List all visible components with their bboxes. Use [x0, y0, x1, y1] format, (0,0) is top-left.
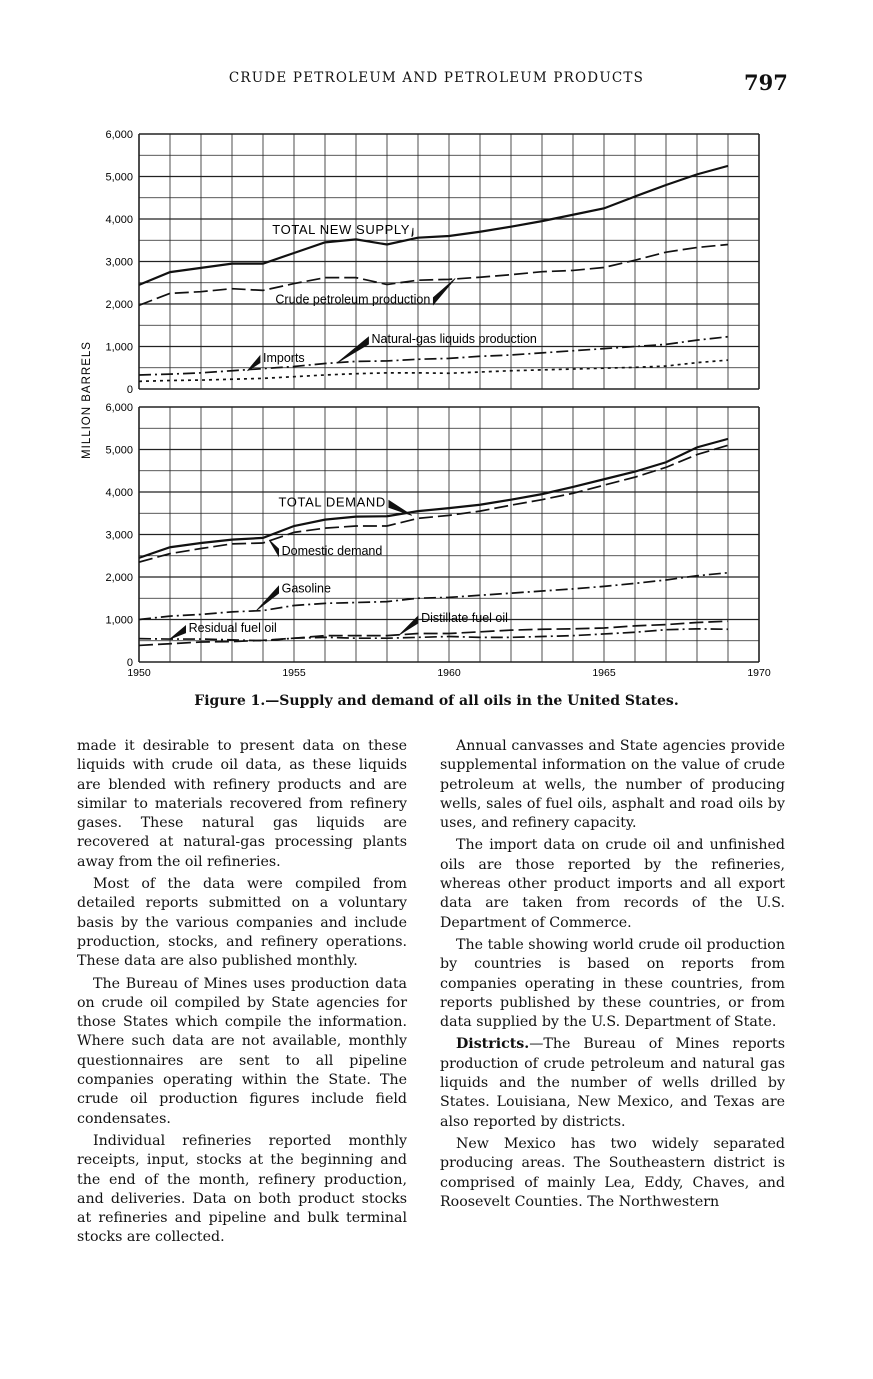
series-label: Residual fuel oil [188, 620, 277, 635]
label-pointer-icon [269, 540, 278, 556]
left-column [77, 737, 407, 1251]
supply-demand-figure [70, 120, 800, 680]
series-label: Imports [263, 350, 305, 365]
label-pointer-icon [399, 616, 418, 635]
series-line-total-new-supply [139, 166, 728, 285]
paragraph: The import data on crude oil and unfinished oils are those reported by the refineries, whereas other product imports and all export data are taken from records of the U.S. Department of Commerce. [440, 837, 785, 931]
series-label: Domestic demand [281, 543, 383, 558]
y-axis-label: MILLION BARRELS [81, 341, 93, 459]
label-pointer-icon [412, 228, 413, 237]
paragraph: Individual refineries reported monthly receipts, input, stocks at the beginning and the end of the month, refinery production, and deliveries. Data on both product stocks at refineries and pipeline and bulk terminal stocks are collected. [77, 1132, 407, 1246]
paragraph: Annual canvasses and State agencies provide supplemental information on the value of crude petroleum at wells, the number of producing wells, sales of fuel oils, asphalt and road oils by uses, and refinery capacity. [440, 738, 785, 832]
districts-heading: Districts. [456, 1036, 530, 1053]
y-tick-label: 3,000 [105, 529, 133, 542]
series-label: Crude petroleum production [275, 292, 431, 307]
y-tick-label: 2,000 [105, 572, 133, 584]
y-tick-label: 2,000 [105, 299, 133, 311]
series-label: Natural-gas liquids production [371, 332, 537, 347]
series-line-total-demand [139, 439, 728, 558]
series-label: Gasoline [281, 581, 331, 596]
chart-panel-supply [105, 129, 759, 396]
page-number: 797 [744, 70, 788, 95]
x-tick-label: 1955 [282, 667, 306, 679]
paragraph: The table showing world crude oil production by countries is based on reports from companies operating in these countries, from reports published by these countries, or from data supplied by the U.S. Department of State. [440, 936, 785, 1031]
running-header: CRUDE PETROLEUM AND PETROLEUM PRODUCTS [228, 70, 645, 86]
y-tick-label: 6,000 [105, 129, 133, 141]
y-tick-label: 0 [126, 657, 133, 669]
label-pointer-icon [170, 626, 186, 639]
y-tick-label: 4,000 [105, 214, 133, 226]
label-pointer-icon [337, 337, 368, 363]
x-tick-label: 1965 [592, 667, 616, 679]
y-tick-label: 6,000 [105, 402, 133, 414]
series-label: TOTAL DEMAND [278, 494, 386, 510]
series-label: Distillate fuel oil [421, 611, 508, 626]
y-tick-label: 5,000 [105, 171, 133, 184]
y-tick-label: 4,000 [105, 487, 133, 499]
chart-panel-demand [105, 402, 770, 679]
figure-caption: Figure 1.—Supply and demand of all oils in the United States. [194, 693, 679, 709]
paragraph: Most of the data were compiled from detailed reports submitted on a voluntary basis by the various companies and include production, stocks, and refinery operations. These data are also published monthly. [77, 876, 407, 970]
y-tick-label: 1,000 [105, 341, 133, 354]
y-tick-label: 3,000 [105, 256, 133, 269]
y-tick-label: 1,000 [105, 614, 133, 627]
districts-paragraph [440, 1035, 785, 1131]
y-tick-label: 0 [126, 384, 133, 396]
paragraph: made it desirable to present data on these liquids with crude oil data, as these liquids are blended with refinery products and are similar to materials recovered from refinery gases. These natural gas liquids are recovered at natural-gas processing plants away from the oil refineries. [77, 738, 407, 870]
y-tick-label: 5,000 [105, 444, 133, 457]
x-tick-label: 1970 [747, 667, 771, 679]
right-column [440, 737, 785, 1215]
paragraph: The Bureau of Mines uses production data on crude oil compiled by State agencies for those States which compile the information. Where such data are not available, monthly questionnaires are sent to all pipeline companies operating within the State. The crude oil production figures include field condensates. [77, 975, 407, 1127]
paragraph: New Mexico has two widely separated producing areas. The Southeastern district is comprised of mainly Lea, Eddy, Chaves, and Roosevelt Counties. The Northwestern [440, 1135, 785, 1210]
x-tick-label: 1960 [437, 667, 461, 679]
series-line-crude-petroleum-production [139, 245, 728, 306]
districts-text: —The Bureau of Mines reports production of crude petroleum and natural gas liquids and the number of wells drilled by States. Louisiana, New Mexico, and Texas are also reported by districts. [440, 1036, 785, 1130]
x-tick-label: 1950 [127, 667, 151, 679]
series-line-domestic-demand [139, 445, 728, 562]
series-label: TOTAL NEW SUPPLY [272, 221, 411, 237]
